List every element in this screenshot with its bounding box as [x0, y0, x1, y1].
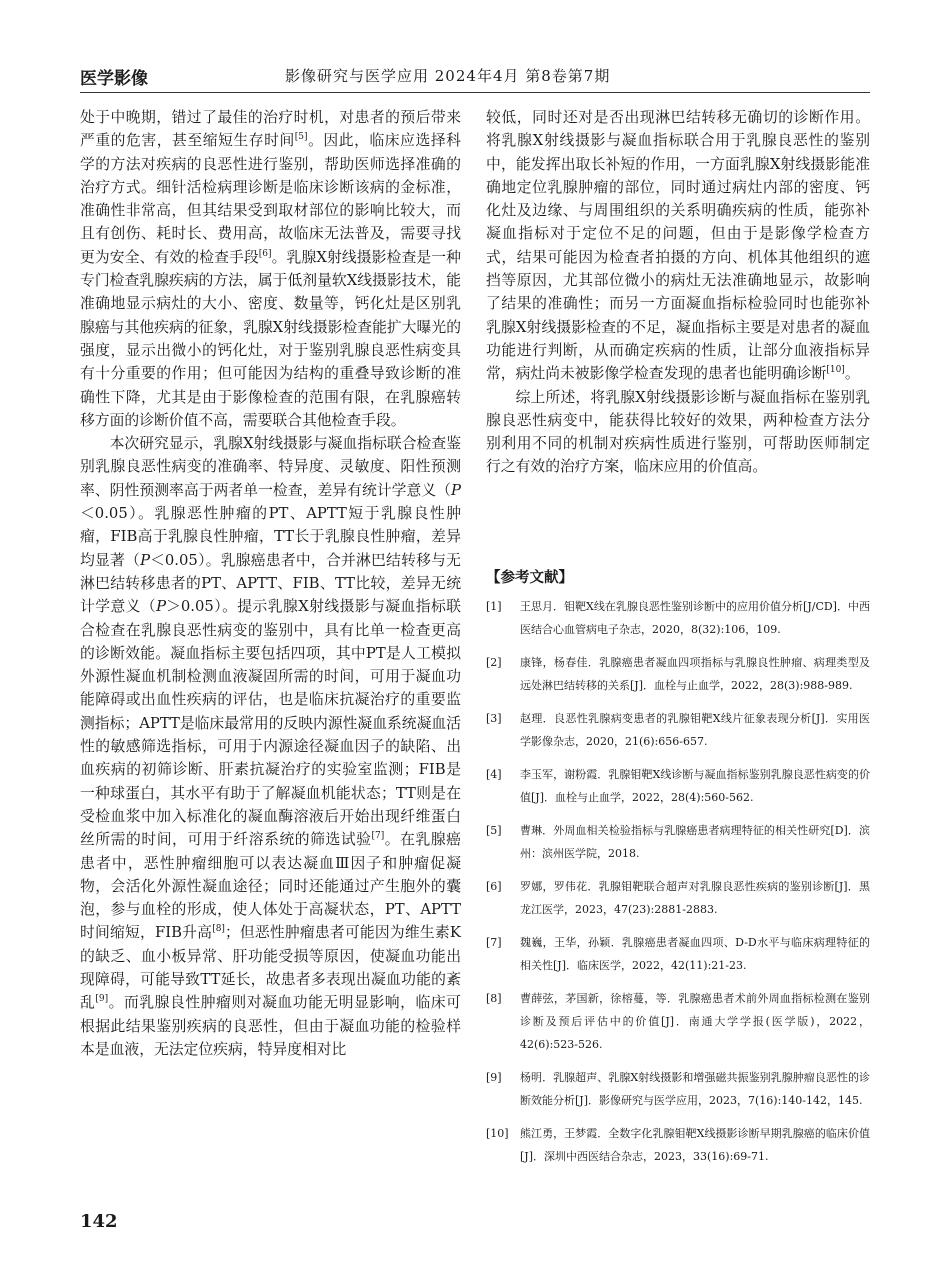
reference-item: [7] 魏巍，王华，孙颖．乳腺癌患者凝血四项、D-D水平与临床病理特征的相关性[J]．临床医学，2022，42(11):21-23. [486, 936, 870, 972]
reference-item: [10] 熊江勇，王梦霞．全数字化乳腺钼靶X线摄影诊断早期乳腺癌的临床价值[J]．深圳中西医结合杂志，2023，33(16):69-71. [486, 1127, 870, 1163]
reference-item: [6] 罗娜，罗伟花．乳腺钼靶联合超声对乳腺良恶性疾病的鉴别诊断[J]．黑龙江医学，2023，47(23):2881-2883. [486, 880, 870, 916]
citation: [10] [826, 365, 845, 376]
citation: [6] [258, 248, 272, 259]
body-paragraph: 本次研究显示，乳腺X射线摄影与凝血指标联合检查鉴别乳腺良恶性病变的准确率、特异度、灵敏度、阳性预测率、阴性预测率高于两者单一检查，差异有统计学意义（P＜0.05）。乳腺恶性肿瘤的PT、APTT短于乳腺良性肿瘤，FIB高于乳腺良性肿瘤，TT长于乳腺良性肿瘤，差异均显著（P＜0.05）。乳腺癌患者中，合并淋巴结转移与无淋巴结转移患者的PT、APTT、FIB、TT比较，差异无统计学意义（P＞0.05）。提示乳腺X射线摄影与凝血指标联合检查在乳腺良恶性病变的鉴别中，具有比单一检查更高的诊断效能。凝血指标主要包括四项，其中PT是人工模拟外源性凝血机制检测血液凝固所需的时间，可用于凝血功能障碍或出血性疾病的评估，也是临床抗凝治疗的重要监测指标；APTT是临床最常用的反映内源性凝血系统凝血活性的敏感筛选指标，可用于内源途径凝血因子的缺陷、出血疾病的初筛诊断、肝素抗凝治疗的实验室监测；FIB是一种球蛋白，其水平有助于了解凝血机能状态；TT则是在受检血浆中加入标准化的凝血酶溶液后开始出现纤维蛋白丝所需的时间，可用于纤溶系统的筛选试验[7]。在乳腺癌患者中，恶性肿瘤细胞可以表达凝血Ⅲ因子和肿瘤促凝物，会活化外源性凝血途径；同时还能通过产生胞外的囊泡，参与血栓的形成，使人体处于高凝状态，PT、APTT时间缩短，FIB升高[8]；但恶性肿瘤患者可能因为维生素K的缺乏、血小板异常、肝功能受损等原因，使凝血功能出现障碍，可能导致TT延长，故患者多表现出凝血功能的紊乱[9]。而乳腺良性肿瘤则对凝血功能无明显影响，临床可根据此结果鉴别疾病的良恶性，但由于凝血功能的检验样本是血液，无法定位疾病，特异度相对比 [80, 435, 461, 1058]
page-header [80, 62, 870, 90]
reference-item: [8] 曹薛弦，茅国新，徐榕蔓，等．乳腺癌患者术前外周血指标检测在鉴别诊断及预后评估中的价值[J]．南通大学学报(医学版)，2022，42(6):523-526. [486, 992, 870, 1051]
body-paragraph: 处于中晚期，错过了最佳的治疗时机，对患者的预后带来严重的危害，甚至缩短生存时间[5]。因此，临床应选择科学的方法对疾病的良恶性进行鉴别，帮助医师选择准确的治疗方式。细针活检病理诊断是临床诊断该病的金标准，准确性非常高，但其结果受到取材部位的影响比较大，而且有创伤、耗时长、费用高，故临床无法普及，需要寻找更为安全、有效的检查手段[6]。乳腺X射线摄影检查是一种专门检查乳腺疾病的方法，属于低剂量软X线摄影技术，能准确地显示病灶的大小、密度、数量等，钙化灶是区别乳腺癌与其他疾病的征象，乳腺X射线摄影检查能扩大曝光的强度，显示出微小的钙化灶，对于鉴别乳腺良恶性病变具有十分重要的作用；但可能因为结构的重叠导致诊断的准确性下降，尤其是由于影像检查的范围有限，在乳腺癌转移方面的诊断价值不高，需要联合其他检查手段。 [80, 109, 461, 429]
reference-item: [1] 王思月．钼靶X线在乳腺良恶性鉴别诊断中的应用价值分析[J/CD]．中西医结合心血管病电子杂志，2020，8(32):106，109. [486, 600, 870, 636]
references-title: 【参考文献】 [486, 570, 573, 586]
citation: [5] [294, 132, 308, 143]
reference-item: [2] 康锋，杨春佳．乳腺癌患者凝血四项指标与乳腺良性肿瘤、病理类型及远处淋巴结转移的关系[J]．血栓与止血学，2022，28(3):988-989. [486, 656, 870, 692]
conclusion-paragraph: 综上所述，将乳腺X射线摄影诊断与凝血指标在鉴别乳腺良恶性病变中，能获得比较好的效果，两种检查方法分别利用不同的机制对疾病性质进行鉴别，可帮助医师制定行之有效的治疗方案，临床应用的价值高。 [486, 388, 870, 476]
citation: [9] [95, 994, 109, 1005]
journal-info: 影像研究与医学应用 2024年4月 第8卷第7期 [285, 67, 611, 85]
page-number: 142 [80, 1211, 118, 1232]
citation: [8] [212, 924, 225, 935]
left-column [80, 106, 461, 1061]
header-rule [80, 92, 870, 93]
reference-item: [5] 曹琳．外周血相关检验指标与乳腺癌患者病理特征的相关性研究[D]．滨州：滨州医学院，2018. [486, 824, 870, 860]
body-paragraph: 较低，同时还对是否出现淋巴结转移无确切的诊断作用。将乳腺X射线摄影与凝血指标联合用于乳腺良恶性的鉴别中，能发挥出取长补短的作用，一方面乳腺X射线摄影能准确地定位乳腺肿瘤的部位，同时通过病灶内部的密度、钙化灶及边缘、与周围组织的关系明确疾病的性质，能弥补凝血指标对于定位不足的问题，但由于是影像学检查方式，结果可能因为检查者拍摄的方向、机体其他组织的遮挡等原因，尤其部位微小的病灶无法准确地显示，故影响了结果的准确性；而另一方面凝血指标检验同时也能弥补乳腺X射线摄影检查的不足，凝血指标主要是对患者的凝血功能进行判断，从而确定疾病的性质，让部分血液指标异常，病灶尚未被影像学检查发现的患者也能明确诊断[10]。 [486, 109, 870, 383]
references-section [486, 566, 870, 1178]
citation: [7] [371, 831, 385, 842]
reference-item: [4] 李玉军，谢粉霞．乳腺钼靶X线诊断与凝血指标鉴别乳腺良恶性病变的价值[J]．血栓与止血学，2022，28(4):560-562. [486, 768, 870, 804]
section-title: 医学影像 [80, 69, 148, 89]
reference-item: [9] 杨明．乳腺超声、乳腺X射线摄影和增强磁共振鉴别乳腺肿瘤良恶性的诊断效能分析[J]．影像研究与医学应用，2023，7(16):140-142，145. [486, 1071, 870, 1107]
right-column [486, 106, 870, 479]
reference-item: [3] 赵理．良恶性乳腺病变患者的乳腺钼靶X线片征象表现分析[J]．实用医学影像杂志，2020，21(6):656-657. [486, 712, 870, 748]
